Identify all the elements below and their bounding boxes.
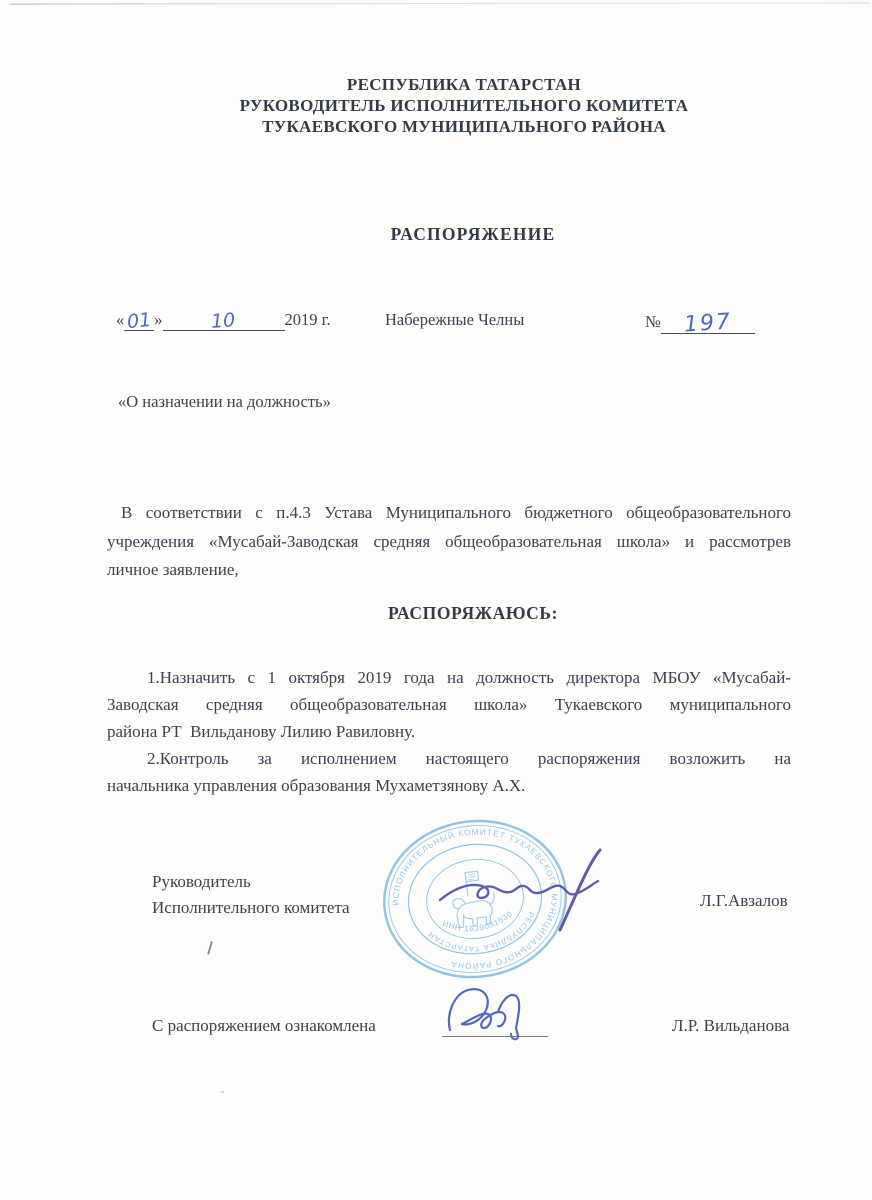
date-group [116, 308, 331, 334]
letterhead [56, 74, 872, 137]
handwritten-day: 01 [126, 308, 153, 334]
subject-line: «О назначении на должность» [118, 392, 331, 411]
month-blank [163, 308, 285, 331]
preamble-line: В соответствии с п.4.3 Устава Муниципального бюджетного общеобразовательного [121, 503, 791, 522]
scan-artifact-mark [207, 941, 213, 955]
preamble-line: учреждения «Мусабай-Заводская средняя общеобразовательная школа» и рассмотрев [107, 531, 791, 551]
signature-avzalov [438, 848, 620, 934]
letterhead-line-republic: РЕСПУБЛИКА ТАТАРСТАН [346, 75, 582, 94]
order-item-line: 2.Контроль за исполнением настоящего распоряжения возложить на [147, 749, 791, 768]
preamble-paragraph [107, 499, 791, 585]
acknowledgement-signature-line [442, 1036, 548, 1037]
handwritten-month: 10 [210, 309, 237, 333]
signer-position [152, 869, 350, 921]
city-label: Набережные Челны [385, 310, 525, 329]
day-blank [124, 308, 154, 334]
resolve-heading: РАСПОРЯЖАЮСЬ: [387, 603, 559, 623]
scan-artifact-line [10, 2, 870, 4]
stamp-outer-text: ИСПОЛНИТЕЛЬНЫЙ КОМИТЕТ ТУКАЕВСКОГО МУНИЦИПАЛЬНОГО РАЙОНА [391, 827, 559, 971]
number-group [645, 308, 755, 338]
quote-close: » [154, 310, 163, 329]
signer-position-line: Исполнительного комитета [152, 898, 350, 917]
letterhead-line-district: ТУКАЕВСКОГО МУНИЦИПАЛЬНОГО РАЙОНА [262, 117, 666, 136]
stamp-inner-text: РЕСПУБЛИКА ТАТАРСТАН [426, 910, 537, 954]
order-item-line: Заводская средняя общеобразовательная школа» Тукаевского муниципального [107, 695, 791, 714]
acknowledger-name: Л.Р. Вильданова [672, 1016, 790, 1035]
order-item-line: 1.Назначить с 1 октября 2019 года на должность директора МБОУ «Мусабай- [147, 668, 791, 687]
year-suffix: 2019 г. [284, 310, 331, 329]
order-items [107, 664, 791, 799]
quote-open: « [116, 310, 125, 329]
signer-name: Л.Г.Авзалов [700, 891, 788, 910]
scan-artifact-speck [221, 1091, 224, 1093]
number-blank [661, 308, 755, 338]
letterhead-line-head: РУКОВОДИТЕЛЬ ИСПОЛНИТЕЛЬНОГО КОМИТЕТА [239, 96, 689, 115]
signer-position-line: Руководитель [152, 872, 251, 891]
date-number-row [0, 300, 872, 350]
number-sign: № [645, 312, 661, 331]
signature-vildanova [444, 984, 556, 1042]
preamble-line: личное заявление, [107, 560, 239, 579]
order-item-line: начальника управления образования Мухаметзянову А.Х. [107, 776, 526, 795]
acknowledgement-text: С распоряжением ознакомлена [152, 1016, 376, 1035]
stamp-inn-text: ИНН 1639031830 [441, 909, 515, 934]
handwritten-number: 197 [682, 309, 733, 338]
document-title: РАСПОРЯЖЕНИЕ [390, 224, 556, 244]
order-item-line: района РТ Вильданову Лилию Равиловну. [107, 722, 416, 741]
